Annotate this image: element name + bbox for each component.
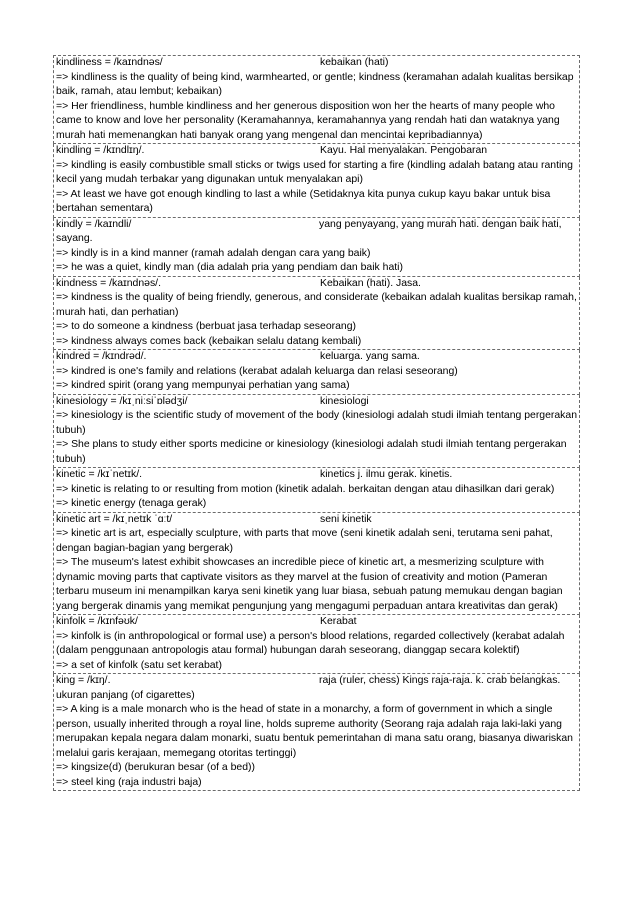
entry-meaning: seni kinetik [320,513,372,525]
entry-line: => kindred is one's family and relations (kerabat adalah keluarga dan relasi seseorang) [56,365,458,377]
entry-line: => kindness always comes back (kebaikan selalu datang kembali) [56,335,362,347]
entry-line: => kinetic energy (tenaga gerak) [56,498,207,509]
entry-line: => kinesiology is the scientific study of movement of the body (kinesiologi adalah studi ilmiah tentang pergerakan tubuh) [56,410,578,436]
entry-line: => kindly is in a kind manner (ramah adalah dengan cara yang baik) [56,247,371,259]
entry-meaning: yang penyayang, yang murah hati. dengan baik hati, sayang. [56,218,562,244]
entry-word: kindred = /kɪndrəd/. [56,351,147,362]
dictionary-entry [53,218,580,277]
entry-headword [56,350,577,365]
dictionary-entry [53,395,580,469]
dictionary-entry [53,468,580,513]
entry-meaning: Kayu. Hal menyalakan. Pengobaran [320,145,488,156]
dictionary-entry [53,513,580,616]
entry-meaning: keluarga. yang sama. [320,351,420,362]
entry-line: => kindness is the quality of being friendly, generous, and considerate (kebaikan adalah kualitas bersikap ramah, murah hati, dan perhatian) [56,292,577,318]
entry-line: => he was a quiet, kindly man (dia adalah pria yang pendiam dan baik hati) [56,262,403,273]
entry-headword [56,56,577,71]
entry-line: => Her friendliness, humble kindliness and her generous disposition won her the hearts of many people who came to know and love her personality (Keramahannya, keramahannya yang rendah hati dan wataknya yang murah hati memenangkan hati banyak orang yang mengenal dan mencintai kepribadiannya) [56,100,560,141]
dictionary-entry [53,674,580,791]
dictionary-entry [53,615,580,674]
entry-headword [56,395,577,410]
entry-meaning: kinetics j. ilmu gerak. kinetis. [320,469,453,480]
entry-headword [56,218,577,247]
entry-line: => The museum's latest exhibit showcases an incredible piece of kinetic art, a mesmerizing sculpture with dynamic moving parts that captivate visitors as they marvel at the fusion of creativity and motion (Pameran terbaru museum ini menampilkan karya seni kinetik yang luar biasa, sebuah patung memukau dengan bagian yang bergerak dinamis yang memikat pengunjung yang mengagumi perpaduan antara kreativitas dan gerak) [56,557,563,612]
dictionary-entry [53,277,580,351]
entry-line: => kindred spirit (orang yang mempunyai perhatian yang sama) [56,380,350,391]
entry-headword [56,144,577,159]
entry-line: => kinfolk is (in anthropological or formal use) a person's blood relations, regarded collectively (kerabat adalah (dalam penggunaan antropologis atau formal) hubungan darah seseorang, dianggap secara kolektif) [56,630,565,656]
entry-meaning: kebaikan (hati) [320,57,389,68]
entry-word: kinesiology = /kɪˌniːsiˈɒlədʒi/ [56,395,188,407]
entry-line: => kinetic art is art, especially sculpture, with parts that move (seni kinetik adalah seni, terutama seni pahat, dengan bagian-bagian yang bergerak) [56,528,553,554]
entry-meaning: raja (ruler, chess) Kings raja-raja. k. crab belangkas. ukuran panjang (of cigarettes) [56,675,561,701]
entry-word: kindling = /kɪndlɪŋ/. [56,145,145,156]
entry-line: => a set of kinfolk (satu set kerabat) [56,659,222,671]
entry-word: kinetic = /kɪˈnetɪk/. [56,469,143,480]
entry-word: kindly = /kaɪndli/ [56,218,132,230]
entry-line: => At least we have got enough kindling to last a while (Setidaknya kita punya cukup kayu bakar untuk bisa bertahan sementara) [56,188,551,214]
entry-headword [56,615,577,630]
entry-line: => A king is a male monarch who is the head of state in a monarchy, a form of government in which a single person, usually inherited through a royal line, holds supreme authority (Seorang raja adalah raja laki-laki yang merupakan kepala negara dalam monarki, suatu bentuk pemerintahan di mana satu orang, biasanya diwariskan melalui garis kerajaan, memegang otoritas tertinggi) [56,704,573,759]
entry-word: kindliness = /kaɪndnəs/ [56,57,163,68]
entry-line: => She plans to study either sports medicine or kinesiology (kinesiologi adalah studi ilmiah tentang pergerakan tubuh) [56,439,567,465]
entry-headword [56,277,577,292]
entry-headword [56,674,577,703]
entry-word: kindness = /kaɪndnəs/. [56,277,161,289]
entry-headword [56,513,577,528]
entry-word: kinfolk = /kɪnfəʊk/ [56,616,138,627]
dictionary-entry [53,144,580,218]
entry-line: => kindliness is the quality of being kind, warmhearted, or gentle; kindness (keramahan adalah kualitas bersikap baik, ramah, atau lembut; kebaikan) [56,71,574,97]
entry-line: => kinetic is relating to or resulting from motion (kinetik adalah. berkaitan dengan atau dihasilkan dari gerak) [56,483,555,495]
dictionary-document [53,55,580,791]
entry-word: king = /kɪŋ/. [56,675,111,686]
entry-line: => kingsize(d) (berukuran besar (of a bed)) [56,762,255,773]
entry-headword [56,468,577,483]
entry-meaning: kinesiologi [320,395,369,407]
entry-line: => steel king (raja industri baja) [56,776,202,788]
entry-meaning: Kebaikan (hati). Jasa. [320,277,421,289]
entry-line: => kindling is easily combustible small sticks or twigs used for starting a fire (kindling adalah batang atau ranting kecil yang mudah terbakar yang digunakan untuk menyalakan api) [56,159,573,185]
dictionary-entry [53,55,580,144]
dictionary-entry [53,350,580,395]
entry-line: => to do someone a kindness (berbuat jasa terhadap seseorang) [56,321,356,332]
entry-word: kinetic art = /kɪˌnetɪk ˈɑːt/ [56,513,173,525]
entry-meaning: Kerabat [320,616,357,627]
